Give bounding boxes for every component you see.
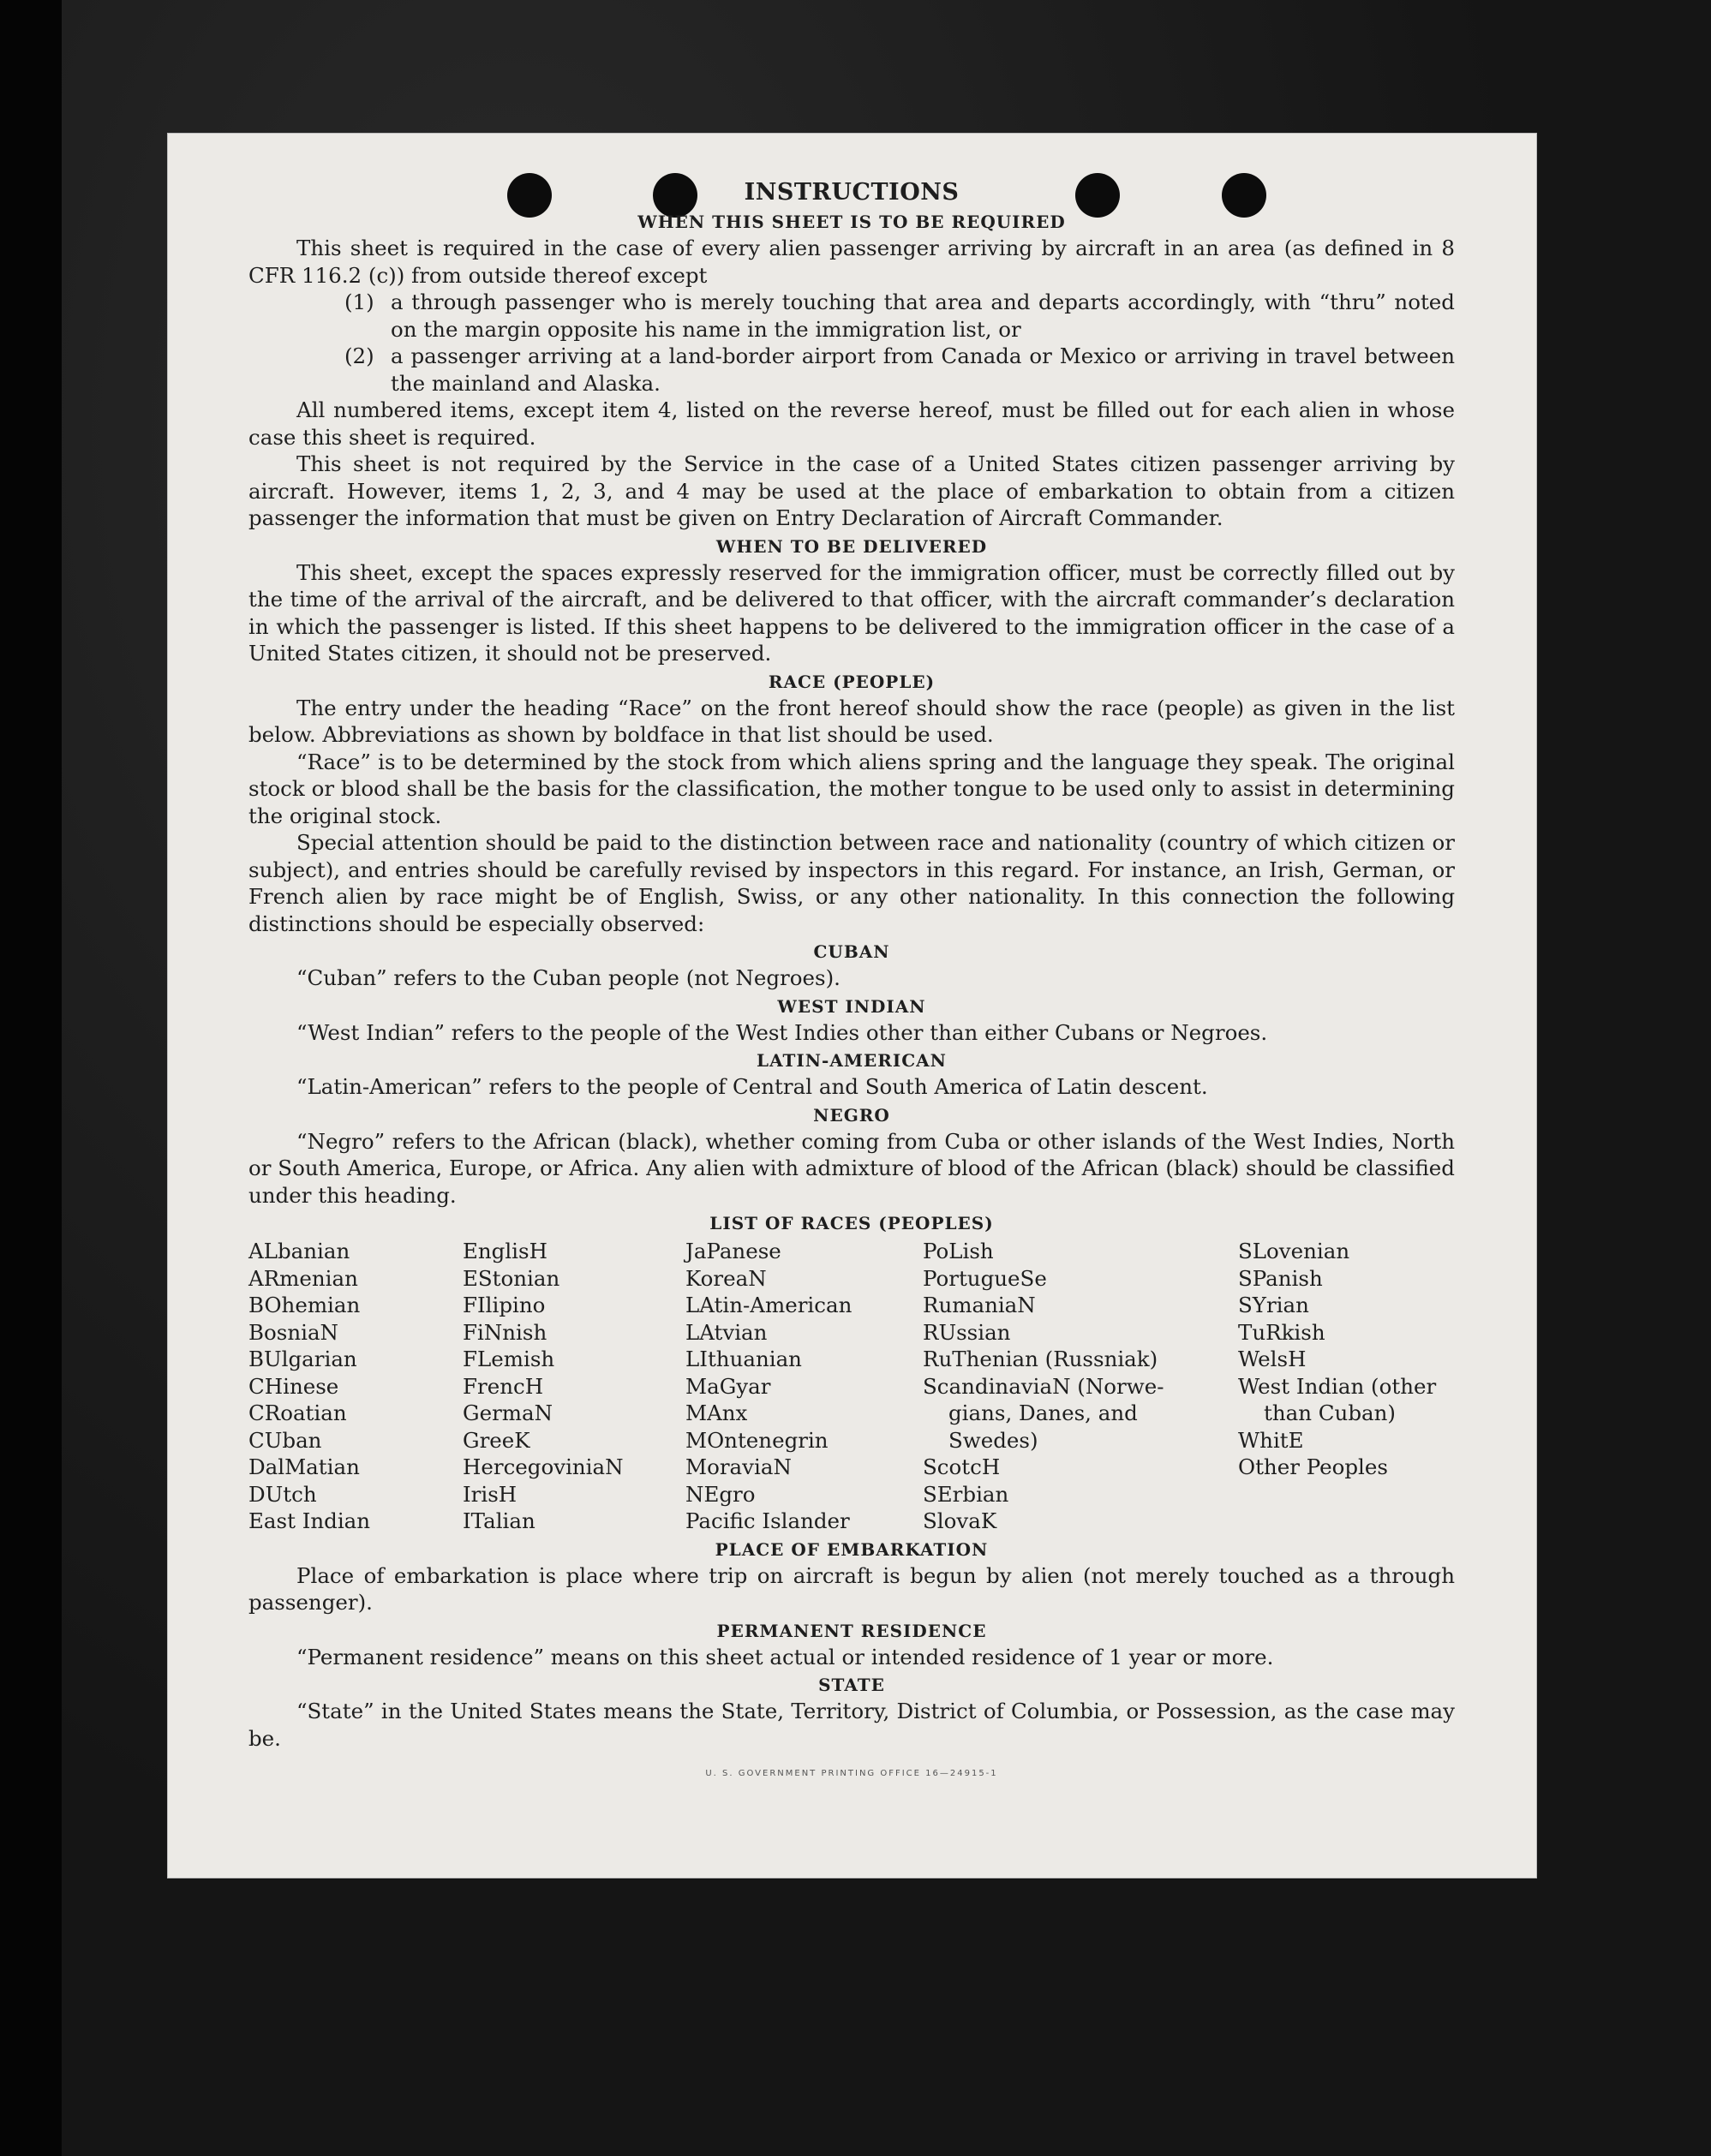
page-title: INSTRUCTIONS: [744, 179, 960, 206]
race-entry: MAnx: [685, 1401, 748, 1425]
section-heading: PERMANENT RESIDENCE: [716, 1620, 987, 1641]
race-entry: than Cuban): [1264, 1401, 1396, 1425]
race-entry: RuThenian (Russniak): [923, 1347, 1158, 1371]
section-heading: WHEN THIS SHEET IS TO BE REQUIRED: [637, 212, 1066, 232]
paragraph: This sheet, except the spaces expressly reserved for the immigration officer, must be correctly filled out by the time of the arrival of the aircraft, and be delivered to that officer, with the aircraft commander’s declaration in which the passenger is listed. If this sheet happens to be delivered to the immigration officer in the case of a United States citizen, it should not be preserved.: [248, 559, 1455, 666]
races-column: [1238, 1238, 1455, 1535]
race-entry: RUssian: [923, 1319, 1011, 1345]
race-entry: EnglisH: [463, 1239, 547, 1263]
race-entry: ScotcH: [923, 1454, 1001, 1479]
paragraph: “West Indian” refers to the people of the West Indies other than either Cubans or Negroes.: [296, 1019, 1268, 1045]
item-number: (2): [344, 343, 374, 368]
races-column: [685, 1238, 923, 1535]
race-entry: Pacific Islander: [685, 1508, 850, 1533]
race-entry: Swedes): [948, 1427, 1038, 1453]
race-entry: LAtvian: [685, 1319, 768, 1345]
document-sheet: [168, 134, 1536, 1878]
race-entry: Other Peoples: [1238, 1454, 1388, 1479]
section-heading: LIST OF RACES (PEOPLES): [709, 1213, 994, 1233]
race-entry: GermaN: [463, 1401, 553, 1425]
list-item: [344, 289, 1455, 343]
item-text: a passenger arriving at a land-border airport from Canada or Mexico or arriving in travel between the mainland and Alaska.: [391, 343, 1455, 396]
paragraph: Special attention should be paid to the distinction between race and nationality (country of which citizen or subject), and entries should be carefully revised by inspectors in this regard. For instance, an Irish, German, or French alien by race might be of English, Swiss, or any other nationality. In this connection the following distinctions should be especially observed:: [248, 830, 1455, 936]
race-entry: PoLish: [923, 1239, 994, 1263]
race-entry: SlovaK: [923, 1508, 997, 1533]
race-entry: FLemish: [463, 1347, 555, 1371]
paragraph: “State” in the United States means the State, Territory, District of Columbia, or Possession, as the case may be.: [248, 1699, 1455, 1751]
section-heading: WHEN TO BE DELIVERED: [715, 535, 988, 557]
race-entry: FrencH: [463, 1373, 544, 1399]
section-heading: RACE (PEOPLE): [768, 671, 936, 692]
list-item: [344, 343, 1455, 397]
section-heading: NEGRO: [813, 1104, 890, 1126]
race-entry: DalMatian: [248, 1454, 360, 1479]
race-entry: BUlgarian: [248, 1347, 357, 1371]
paragraph: The entry under the heading “Race” on the front hereof should show the race (people) as given in the list below. Abbreviations as shown by boldface in that list should be used.: [248, 695, 1455, 747]
race-entry: ITalian: [463, 1508, 535, 1533]
race-entry: PortugueSe: [923, 1265, 1047, 1291]
races-column: [923, 1238, 1238, 1535]
race-entry: IrisH: [463, 1481, 517, 1507]
race-entry: NEgro: [685, 1481, 756, 1507]
scanner-edge: [0, 0, 62, 2156]
paragraph: “Permanent residence” means on this sheet actual or intended residence of 1 year or more.: [296, 1644, 1274, 1669]
item-text: a through passenger who is merely touching that area and departs accordingly, with “thru” noted on the margin opposite his name in the immigration list, or: [391, 290, 1455, 342]
race-entry: CHinese: [248, 1373, 339, 1399]
race-entry: CRoatian: [248, 1401, 347, 1425]
race-entry: HercegoviniaN: [463, 1454, 624, 1479]
race-entry: WelsH: [1238, 1347, 1307, 1371]
paragraph: “Latin-American” refers to the people of Central and South America of Latin descent.: [296, 1074, 1208, 1099]
section-heading: STATE: [818, 1675, 885, 1695]
race-entry: ScandinaviaN (Norwe-: [923, 1373, 1164, 1399]
race-entry: KoreaN: [685, 1265, 767, 1291]
race-entry: GreeK: [463, 1427, 530, 1453]
race-entry: LIthuanian: [685, 1347, 802, 1371]
paragraph: “Negro” refers to the African (black), whether coming from Cuba or other islands of the West Indies, North or South America, Europe, or Africa. Any alien with admixture of blood of the African (black) should be classified under this heading.: [248, 1128, 1455, 1208]
race-entry: West Indian (other: [1238, 1373, 1437, 1399]
races-column: [463, 1238, 685, 1535]
race-entry: TuRkish: [1238, 1319, 1325, 1345]
race-entry: ALbanian: [248, 1239, 350, 1263]
race-entry: MoraviaN: [685, 1454, 792, 1479]
instructions-body: [248, 178, 1455, 1788]
race-entry: gians, Danes, and: [948, 1401, 1138, 1425]
race-entry: DUtch: [248, 1481, 317, 1507]
section-heading: CUBAN: [813, 941, 890, 962]
paragraph: Place of embarkation is place where trip on aircraft is begun by alien (not merely touched as a through passenger).: [248, 1562, 1455, 1615]
race-entry: East Indian: [248, 1508, 371, 1533]
paragraph: All numbered items, except item 4, listed on the reverse hereof, must be filled out for each alien in whose case this sheet is required.: [248, 397, 1455, 450]
races-column: [248, 1238, 463, 1535]
race-entry: SPanish: [1238, 1265, 1323, 1291]
race-entry: WhitE: [1238, 1427, 1304, 1453]
race-entry: BOhemian: [248, 1293, 361, 1317]
race-entry: EStonian: [463, 1265, 560, 1291]
race-entry: MOntenegrin: [685, 1427, 829, 1453]
section-heading: LATIN-AMERICAN: [757, 1050, 947, 1071]
race-entry: SLovenian: [1238, 1239, 1350, 1263]
paragraph: “Cuban” refers to the Cuban people (not Negroes).: [296, 965, 841, 990]
section-heading: PLACE OF EMBARKATION: [715, 1538, 989, 1560]
paragraph: This sheet is required in the case of every alien passenger arriving by aircraft in an area (as defined in 8 CFR 116.2 (c)) from outside thereof except: [248, 236, 1455, 288]
section-heading: WEST INDIAN: [777, 995, 926, 1017]
race-entry: BosniaN: [248, 1319, 338, 1345]
printer-imprint: U. S. GOVERNMENT PRINTING OFFICE 16—24915-1: [705, 1769, 998, 1778]
race-entry: SYrian: [1238, 1293, 1309, 1317]
race-entry: FiNnish: [463, 1319, 547, 1345]
race-entry: LAtin-American: [685, 1293, 853, 1317]
race-entry: SErbian: [923, 1481, 1009, 1507]
races-list: [248, 1238, 1455, 1535]
race-entry: RumaniaN: [923, 1293, 1036, 1317]
race-entry: FIlipino: [463, 1293, 546, 1317]
paragraph: This sheet is not required by the Service in the case of a United States citizen passenger arriving by aircraft. However, items 1, 2, 3, and 4 may be used at the place of embarkation to obtain from a citizen passenger the information that must be given on Entry Declaration of Aircraft Commander.: [248, 451, 1455, 530]
race-entry: ARmenian: [248, 1265, 358, 1291]
item-number: (1): [344, 290, 374, 314]
paragraph: “Race” is to be determined by the stock from which aliens spring and the language they speak. The original stock or blood shall be the basis for the classification, the mother tongue to be used only to assist in determining the original stock.: [248, 749, 1455, 828]
race-entry: JaPanese: [685, 1239, 781, 1263]
race-entry: MaGyar: [685, 1373, 771, 1399]
race-entry: CUban: [248, 1427, 322, 1453]
